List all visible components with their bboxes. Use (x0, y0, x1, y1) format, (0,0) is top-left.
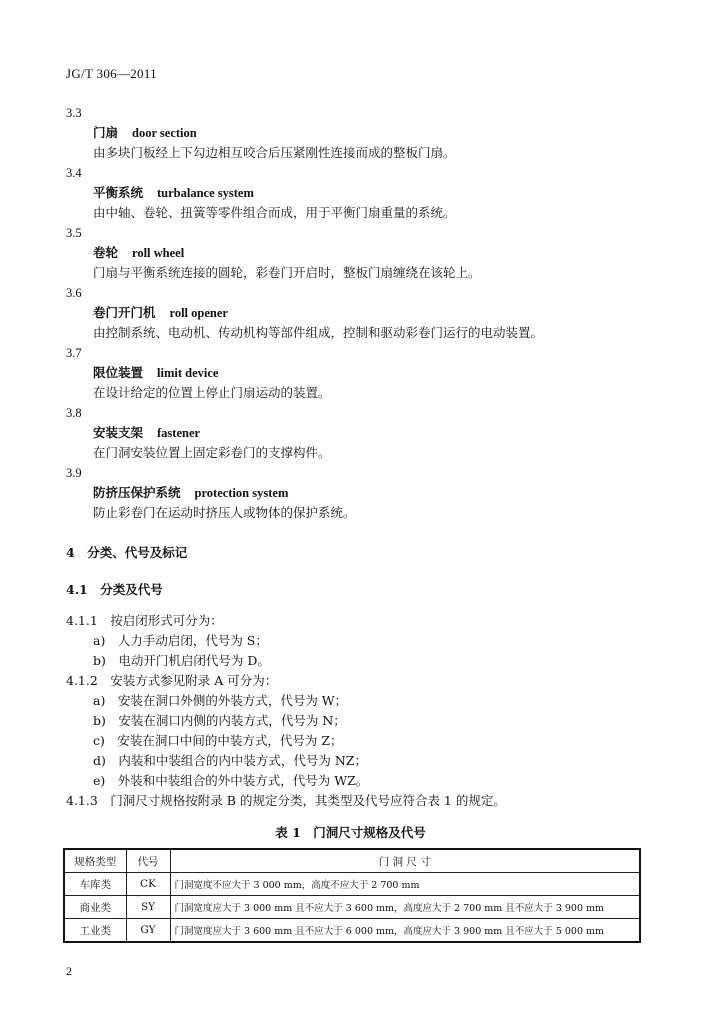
term-number: 3.3 (66, 106, 82, 120)
term-number: 3.4 (66, 166, 82, 180)
table-cell: 工业类 (64, 919, 126, 943)
term-en: limit device (157, 366, 219, 380)
term-definition: 由多块门板经上下勾边相互咬合后压紧刚性连接而成的整板门扇。 (93, 145, 456, 160)
term-number: 3.9 (66, 466, 82, 480)
term-en: door section (132, 126, 197, 140)
term-title (93, 485, 288, 501)
table-cell: 商业类 (64, 896, 126, 919)
section-heading: 4 分类、代号及标记 (66, 545, 188, 560)
column-header: 规格类型 (64, 849, 126, 873)
standard-code-header: JG/T 306—2011 (66, 66, 157, 81)
term-en: protection system (194, 486, 289, 500)
table-cell: CK (126, 873, 170, 896)
term-definition: 在设计给定的位置上停止门扇运动的装置。 (93, 385, 331, 400)
page-number: 2 (66, 964, 72, 978)
term-en: fastener (157, 426, 201, 440)
term-number: 3.6 (66, 286, 82, 300)
term-en: roll opener (169, 306, 228, 320)
clause-4-1-1: 4.1.1 按启闭形式可分为： (66, 613, 223, 628)
list-item: a) 人力手动启闭，代号为 S； (93, 633, 268, 648)
term-cn: 安装支架 (93, 425, 144, 440)
term-number: 3.8 (66, 406, 82, 420)
column-header: 门 洞 尺 寸 (170, 849, 640, 873)
table-row (64, 873, 640, 896)
term-number: 3.5 (66, 226, 82, 240)
table-cell: 车库类 (64, 873, 126, 896)
list-item: d) 内装和中装组合的内中装方式，代号为 NZ； (93, 753, 367, 768)
term-title (93, 365, 218, 381)
clause-4-1-3: 4.1.3 门洞尺寸规格按附录 B 的规定分类，其类型及代号应符合表 1 的规定。 (66, 793, 506, 808)
table-caption: 表 1 门洞尺寸规格及代号 (275, 825, 426, 840)
term-title (93, 305, 228, 321)
list-item: b) 电动开门机启闭代号为 D。 (93, 653, 270, 668)
term-en: turbalance system (157, 186, 254, 200)
term-title (93, 125, 197, 141)
term-cn: 卷门开门机 (93, 305, 156, 320)
term-number: 3.7 (66, 346, 82, 360)
term-en: roll wheel (132, 246, 185, 260)
table-cell: 门洞宽度应大于 3 600 mm 且不应大于 6 000 mm，高度应大于 3 900 mm 且不应大于 5 000 mm (170, 919, 640, 943)
term-definition: 防止彩卷门在运动时挤压人或物体的保护系统。 (93, 505, 356, 520)
term-definition: 门扇与平衡系统连接的圆轮，彩卷门开启时，整板门扇缠绕在该轮上。 (93, 265, 481, 280)
term-definition: 在门洞安装位置上固定彩卷门的支撑构件。 (93, 445, 331, 460)
term-cn: 平衡系统 (93, 185, 144, 200)
list-item: a) 安装在洞口外侧的外装方式，代号为 W； (93, 693, 348, 708)
term-cn: 门扇 (93, 125, 119, 140)
clause-4-1-2: 4.1.2 安装方式参见附录 A 可分为： (66, 673, 278, 688)
table-cell: 门洞宽度应大于 3 000 mm 且不应大于 3 600 mm，高度应大于 2 700 mm 且不应大于 3 900 mm (170, 896, 640, 919)
table-cell: GY (126, 919, 170, 943)
term-definition: 由中轴、卷轮、扭簧等零件组合而成，用于平衡门扇重量的系统。 (93, 205, 456, 220)
list-item: b) 安装在洞口内侧的内装方式，代号为 N； (93, 713, 346, 728)
term-cn: 防挤压保护系统 (93, 485, 181, 500)
list-item: c) 安装在洞口中间的中装方式，代号为 Z； (93, 733, 343, 748)
term-definition: 由控制系统、电动机、传动机构等部件组成，控制和驱动彩卷门运行的电动装置。 (93, 325, 544, 340)
table-header-row (64, 849, 640, 873)
term-cn: 限位装置 (93, 365, 144, 380)
table-row (64, 896, 640, 919)
table-cell: SY (126, 896, 170, 919)
subsection-heading: 4.1 分类及代号 (66, 582, 163, 597)
table-row (64, 919, 640, 943)
table-cell: 门洞宽度不应大于 3 000 mm，高度不应大于 2 700 mm (170, 873, 640, 896)
term-title (93, 185, 254, 201)
column-header: 代号 (126, 849, 170, 873)
term-cn: 卷轮 (93, 245, 119, 260)
term-title (93, 425, 200, 441)
list-item: e) 外装和中装组合的外中装方式，代号为 WZ。 (93, 773, 369, 788)
term-title (93, 245, 184, 261)
door-opening-spec-table (63, 848, 641, 943)
